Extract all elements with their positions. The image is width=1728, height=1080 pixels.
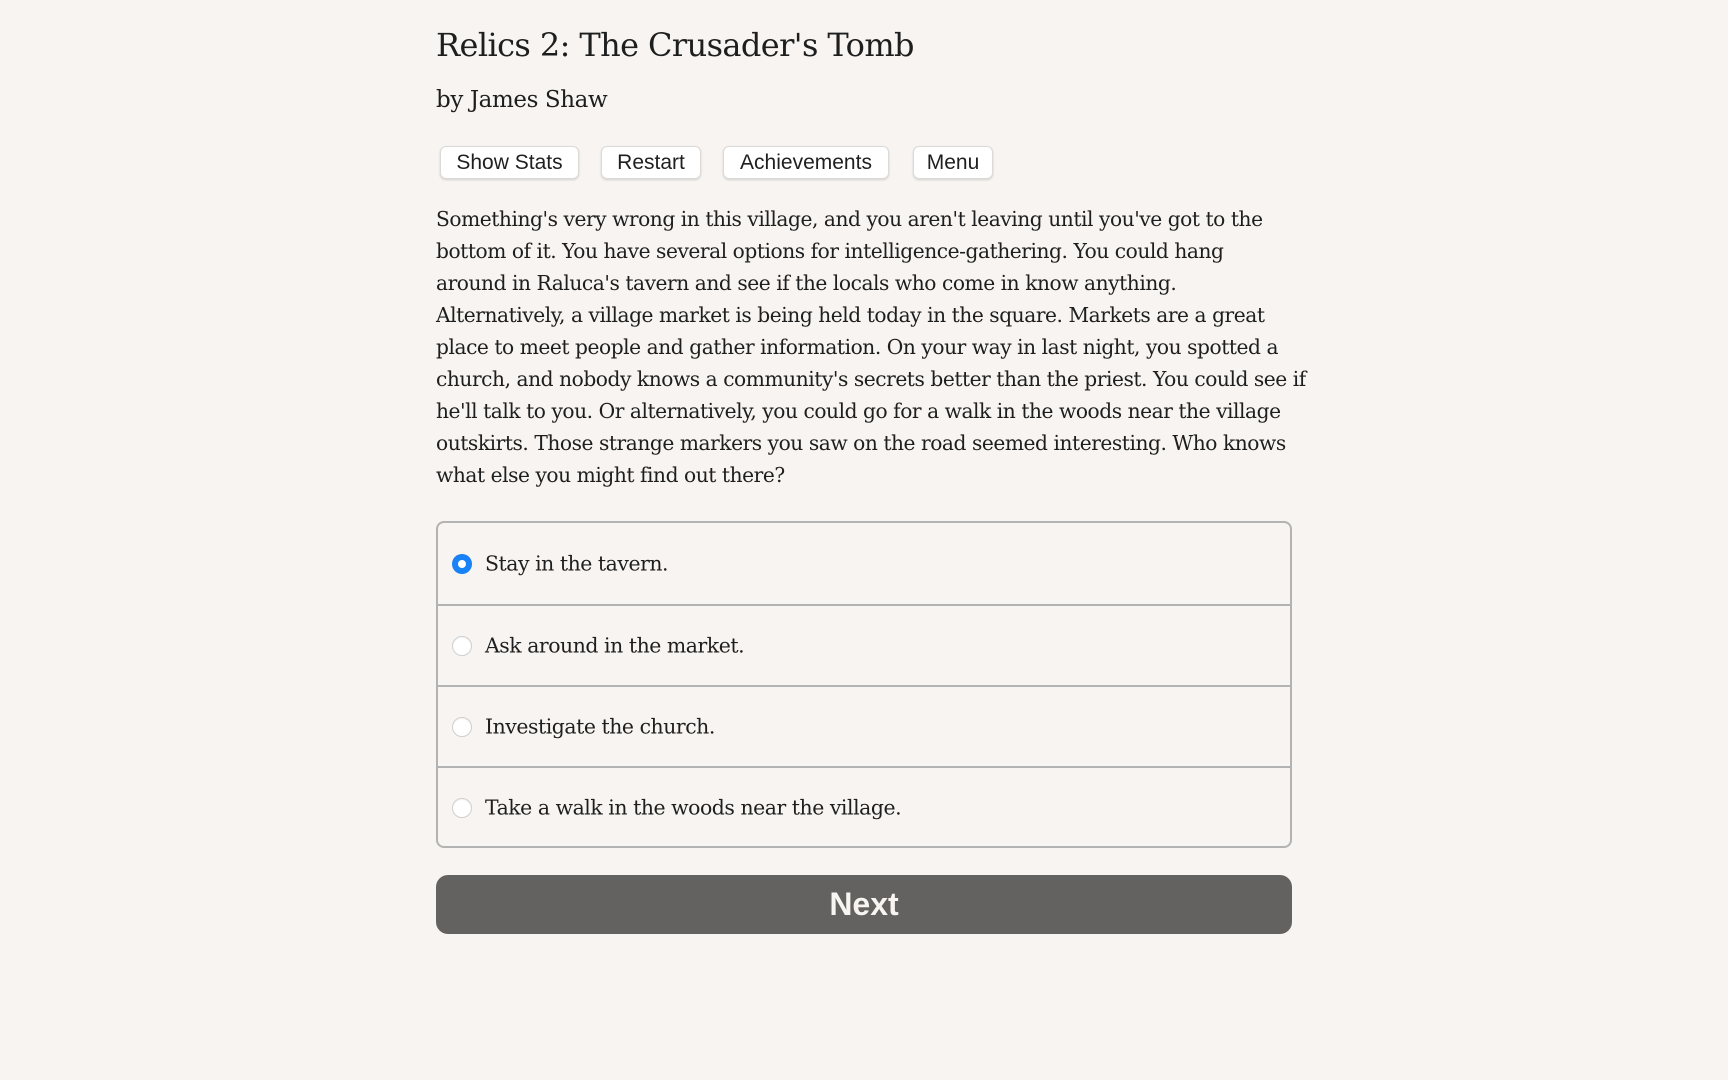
story-line: church, and nobody knows a community's secrets better than the priest. You could see if bbox=[436, 367, 1306, 391]
game-title: Relics 2: The Crusader's Tomb bbox=[436, 26, 914, 64]
radio-unselected-icon[interactable] bbox=[452, 717, 472, 737]
radio-unselected-icon[interactable] bbox=[452, 636, 472, 656]
next-button[interactable]: Next bbox=[436, 875, 1292, 934]
story-line: Something's very wrong in this village, and you aren't leaving until you've got to the bbox=[436, 207, 1263, 231]
choice-label: Investigate the church. bbox=[485, 714, 715, 739]
choice-option-market[interactable] bbox=[438, 604, 1290, 685]
story-line: bottom of it. You have several options for intelligence-gathering. You could hang bbox=[436, 239, 1224, 263]
choice-label: Take a walk in the woods near the village. bbox=[485, 795, 902, 820]
choice-option-church[interactable] bbox=[438, 685, 1290, 766]
restart-button[interactable]: Restart bbox=[601, 146, 701, 179]
menu-button[interactable]: Menu bbox=[913, 146, 993, 179]
achievements-button[interactable]: Achievements bbox=[723, 146, 889, 179]
choice-list bbox=[436, 521, 1292, 848]
story-line: around in Raluca's tavern and see if the locals who come in know anything. bbox=[436, 271, 1177, 295]
radio-selected-icon[interactable] bbox=[452, 554, 472, 574]
story-line: outskirts. Those strange markers you saw on the road seemed interesting. Who knows bbox=[436, 431, 1286, 455]
radio-unselected-icon[interactable] bbox=[452, 798, 472, 818]
show-stats-button[interactable]: Show Stats bbox=[440, 146, 579, 179]
story-line: what else you might find out there? bbox=[436, 463, 785, 487]
choice-label: Stay in the tavern. bbox=[485, 551, 669, 576]
story-line: place to meet people and gather information. On your way in last night, you spotted a bbox=[436, 335, 1279, 359]
story-text bbox=[436, 203, 1306, 491]
choice-option-tavern[interactable] bbox=[438, 523, 1290, 604]
game-author: by James Shaw bbox=[436, 87, 608, 113]
story-line: he'll talk to you. Or alternatively, you could go for a walk in the woods near the village bbox=[436, 399, 1281, 423]
story-line: Alternatively, a village market is being held today in the square. Markets are a great bbox=[436, 303, 1265, 327]
choice-label: Ask around in the market. bbox=[485, 633, 745, 658]
choice-option-woods[interactable] bbox=[438, 766, 1290, 847]
